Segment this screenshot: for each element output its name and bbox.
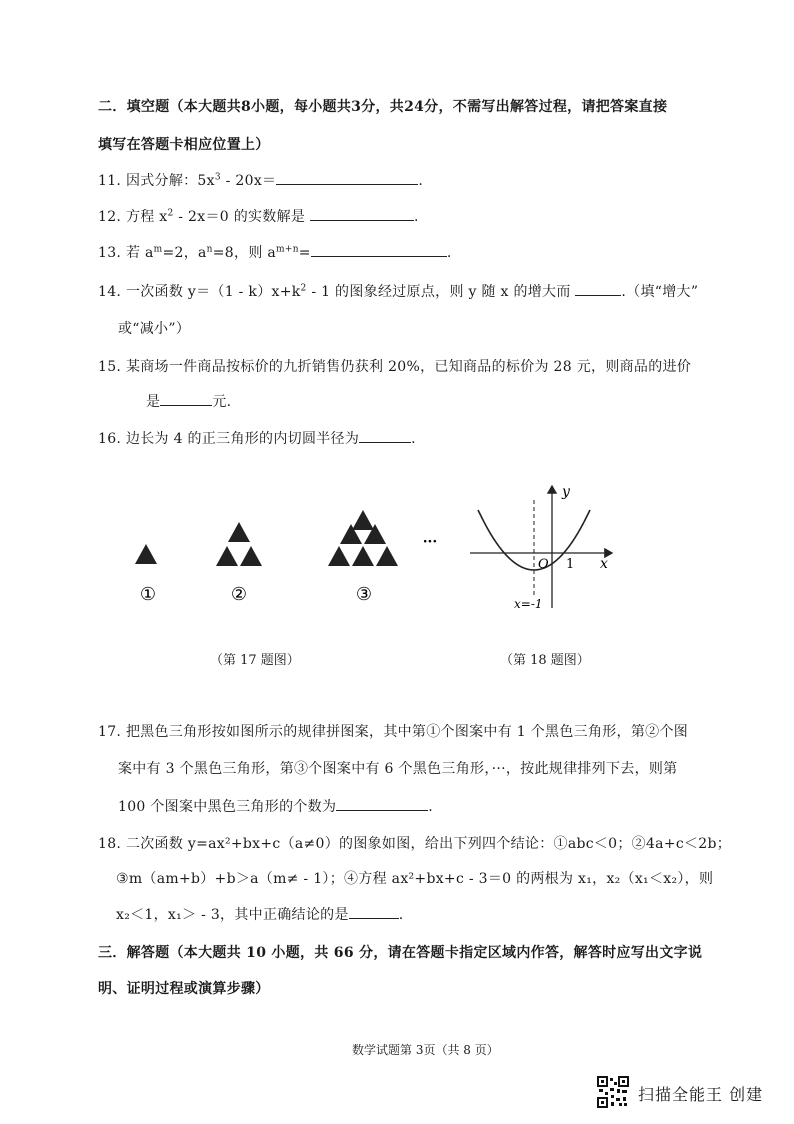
q13-text-d: =: [298, 245, 311, 261]
q16-text: 边长为 4 的正三角形的内切圆半径为: [125, 431, 360, 447]
q15-number: 15.: [98, 359, 122, 375]
q13-exp-mn: m+n: [276, 244, 299, 255]
one-tick-label: 1: [566, 557, 575, 572]
q13-exp-n: n: [206, 244, 213, 255]
question-13: [98, 242, 452, 262]
x-axis-label: x: [600, 556, 608, 572]
q18-line3-text: x₂＜1，x₁＞ - 3，其中正确结论的是: [116, 907, 349, 923]
q17-number: 17.: [98, 724, 122, 740]
q18-answer-blank: [349, 904, 399, 919]
q18-end: .: [398, 907, 404, 923]
pattern1-label: ①: [139, 584, 157, 605]
q15-line1: 某商场一件商品按标价的九折销售仍获利 20%，已知商品的标价为 28 元，则商品的进价: [125, 359, 692, 375]
q18-line3: [116, 904, 404, 924]
q14-text-a: 一次函数 y＝（1 - k）x+k: [125, 284, 301, 300]
section2-title: 二．填空题（本大题共8小题，每小题共3分，共24分，不需写出解答过程，请把答案直接: [98, 99, 668, 115]
q18-number: 18.: [98, 836, 122, 852]
parabola-left-arm: [478, 510, 484, 522]
origin-label: O: [538, 557, 549, 572]
q14-text-c: .（填“增大”: [621, 284, 699, 300]
q13-number: 13.: [98, 245, 122, 261]
pattern3-label: ③: [355, 584, 373, 605]
q13-exp-m: m: [153, 244, 163, 255]
pattern-ellipsis: ···: [422, 534, 438, 550]
section3-title: 三．解答题（本大题共 10 小题，共 66 分，请在答题卡指定区域内作答，解答时应写出文字说: [98, 945, 703, 961]
q12-end: .: [413, 209, 419, 225]
q13-text-b: =2，a: [162, 245, 207, 261]
q15-line2-b: 元.: [212, 394, 232, 410]
question-18: [98, 833, 731, 853]
scanner-brand-text: 扫描全能王 创建: [638, 1085, 764, 1104]
q17-line2: 案中有 3 个黑色三角形，第③个图案中有 6 个黑色三角形，···，按此规律排列下去，则第: [118, 761, 678, 777]
q17-end: .: [428, 799, 434, 815]
q16-answer-blank: [359, 428, 411, 443]
q11-exponent: 3: [214, 172, 221, 183]
question-16: [98, 428, 416, 448]
q11-number: 11.: [98, 173, 122, 189]
question-15: [98, 356, 691, 376]
q17-answer-blank: [336, 796, 428, 811]
pattern2-triangle-right: [240, 546, 262, 566]
symmetry-axis-label: x=-1: [514, 597, 543, 611]
question-12: [98, 206, 419, 226]
q17-line3-text: 100 个图案中黑色三角形的个数为: [118, 799, 337, 815]
section2-title-cont: 填写在答题卡相应位置上）: [98, 137, 270, 153]
pattern2-triangle-left: [216, 546, 238, 566]
question-17: [98, 721, 688, 741]
question-11: [98, 170, 423, 190]
q11-text-a: 因式分解：5x: [125, 173, 215, 189]
q16-number: 16.: [98, 431, 122, 447]
q14-text-b: - 1 的图象经过原点，则 y 随 x 的增大而: [306, 284, 571, 300]
q11-end: .: [418, 173, 424, 189]
q12-text-a: 方程 x: [125, 209, 168, 225]
pattern3-triangle: [352, 510, 374, 530]
q12-exponent: 2: [167, 208, 174, 219]
parabola-right-arm: [584, 510, 590, 522]
figure-17-caption: （第 17 题图）: [210, 653, 300, 668]
q17-line1: 把黑色三角形按如图所示的规律拼图案，其中第①个图案中有 1 个黑色三角形，第②个图: [125, 724, 689, 740]
pattern2-label: ②: [230, 584, 248, 605]
section3-title-cont: 明、证明过程或演算步骤）: [98, 981, 270, 997]
qr-code-icon: [597, 1076, 629, 1108]
page-footer: 数学试题第 3页（共 8 页）: [352, 1043, 499, 1057]
q14-exponent: 2: [300, 283, 307, 294]
q14-line2: 或“减小”）: [118, 321, 191, 337]
q15-answer-blank: [160, 391, 212, 406]
q14-number: 14.: [98, 284, 122, 300]
pattern1-triangle: [135, 544, 157, 564]
figure-18-parabola-graph: [462, 480, 622, 615]
question-14: [98, 281, 698, 301]
pattern3-triangle: [328, 546, 350, 566]
q11-answer-blank: [276, 170, 418, 185]
q12-text-b: - 2x＝0 的实数解是: [173, 209, 306, 225]
q12-answer-blank: [310, 206, 414, 221]
q13-text-a: 若 a: [125, 245, 154, 261]
q11-text-b: - 20x＝: [220, 173, 277, 189]
q18-line1: 二次函数 y=ax²+bx+c（a≠0）的图象如图，给出下列四个结论：①abc＜0；②4a+c＜2b；: [125, 836, 732, 852]
q16-end: .: [411, 431, 416, 447]
q17-line3: [118, 796, 433, 816]
q13-text-c: =8，则 a: [212, 245, 277, 261]
y-axis-label: y: [562, 484, 570, 500]
pattern2-triangle-top: [228, 522, 250, 542]
q14-answer-blank: [575, 281, 621, 296]
figure-18-caption: （第 18 题图）: [500, 653, 590, 668]
figure-17-triangle-patterns: [120, 510, 450, 610]
q13-answer-blank: [311, 242, 447, 257]
q15-line2: [146, 391, 231, 411]
pattern3-triangle: [352, 546, 374, 566]
q12-number: 12.: [98, 209, 122, 225]
q13-end: .: [446, 245, 452, 261]
q18-line2: ③m（am+b）+b＞a（m≠ - 1）；④方程 ax²+bx+c - 3＝0 的两根为 x₁，x₂（x₁＜x₂），则: [116, 871, 714, 887]
q15-line2-a: 是: [146, 394, 161, 410]
pattern3-triangle: [376, 546, 398, 566]
